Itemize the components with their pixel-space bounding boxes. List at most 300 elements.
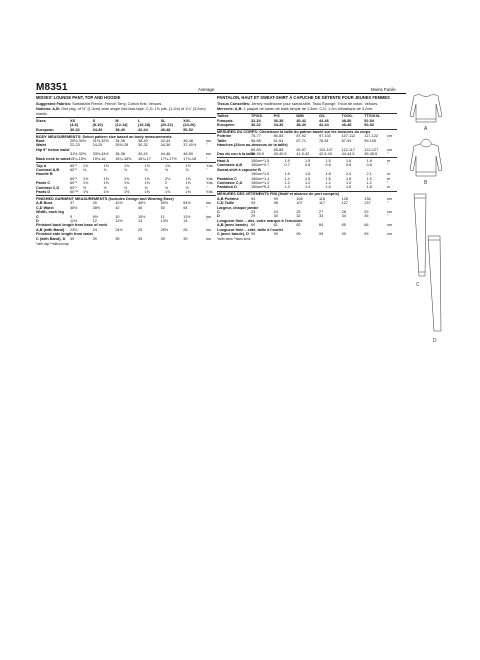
table-cell: " [206,205,208,210]
table-cell: 1⅝ [124,163,130,168]
table-cell: cm [387,147,393,152]
table-cell: 36-38 [115,152,126,157]
table-cell: Top A [36,163,47,168]
table-cell: m [387,176,391,181]
table-cell: 39 [92,236,97,241]
table-cell: " [387,180,389,185]
table-cell: 34-36 [115,139,126,143]
table-cell: 1.3 [264,185,270,190]
table-cell: 45-45.5 [364,152,378,157]
table-cell: 99 [318,231,324,236]
table-cell: 99 [251,231,256,236]
table-cell: m [387,172,391,177]
table-cell: 60 [251,223,256,228]
difficulty-label-fr: Moins Facile [371,87,396,92]
table-cell: ⅜ [124,167,128,172]
table-cell: 23½ [70,227,78,232]
table-cell: 37 [70,201,75,206]
table-cell: 1⅝ [144,189,150,194]
table-cell: 0.8 [305,163,311,168]
french-finished-title: MESURES DES VÊTEMENTS FINI (Motif et aisance de port compris) [217,191,397,197]
table-cell: 1.4 [264,176,270,181]
table-cell: ins [206,227,211,232]
table-cell: C,D Waist [36,205,54,210]
table-cell: C (with Band), D [36,236,66,241]
table-cell: 56-58 [251,138,261,143]
table-cell: cm [387,223,393,228]
table-cell: 1⅝ [83,181,89,186]
table-cell: Yds. [206,181,214,186]
table-cell: 2.1 [366,172,372,177]
table-cell: " [206,218,208,223]
table-cell: Longueur finie – dos, votre marque à l'encolure [217,218,303,223]
english-sizes-table [36,119,216,132]
table-cell: S [92,118,96,123]
english-body-table [36,139,216,161]
table-cell: 39 [115,236,120,241]
table-cell: 150cm* [251,163,264,168]
table-cell: 61 [273,223,278,228]
table-cell: 64 [318,223,324,228]
table-cell: XL [160,118,166,123]
table-cell: 60"* [70,176,78,181]
table-cell: Contraste A,B [217,163,243,168]
table-cell: 127 [341,201,348,206]
table-cell: 46-48 [183,139,193,143]
table-row [217,185,397,189]
table-cell: 1½ [124,189,130,194]
table-cell: 1.6 [346,158,352,163]
table-cell: ½ [83,185,87,190]
table-cell: D [217,214,220,219]
table-cell: 1⅝ [83,176,89,181]
table-cell: 9 [70,214,73,219]
table-cell: Yds. [206,176,214,181]
table-cell: 1.5 [325,158,331,163]
table-cell: 11½ [183,214,191,219]
table-cell: P/S [273,114,280,119]
table-cell: L [137,118,141,123]
table-cell: 38-40 [296,123,307,128]
table-cell: " [206,185,208,190]
english-yardage-table [36,164,216,195]
table-cell: 102-107 [318,147,333,152]
table-cell: 1⅝ [103,181,109,186]
table-cell: (24-26) [183,123,196,128]
table-cell: 87-92 [296,134,307,139]
table-cell: 1⅝ [144,181,150,186]
table-cell: 65 [341,223,346,228]
table-cell: 117-122 [364,134,378,139]
english-finished-table [36,201,216,241]
table-cell: cm [387,134,393,139]
table-cell: Width, each leg [36,210,64,215]
french-fabrics: Tissus Conseillés: Jersey molletonné pour sweat-shirt, Tissu Éponge, Tricot de coton, Velours. [217,101,379,106]
table-cell: 11½ [70,218,78,223]
table-cell: 42-44 [160,139,171,143]
table-cell: ⅜ [185,167,189,172]
view-a-label: A [424,126,428,132]
table-cell: 31½-32½ [70,152,87,157]
table-cell: 1⅝ [83,163,89,168]
table-cell: 39 [137,236,143,241]
table-cell: (16-18) [137,123,151,128]
table-cell: ins [206,236,211,241]
table-cell: 31½-32½ [92,139,109,143]
view-d-label: D [433,338,437,344]
table-cell: 24 [273,209,278,214]
table-cell: Longueur finie – côté, taille à l'ourlet [217,227,283,232]
table-cell: ins [206,152,211,157]
table-cell: cm [387,196,393,201]
table-cell: Sizes [36,118,46,123]
table-cell: Bust [36,139,45,143]
table-cell: 35 [364,214,369,219]
table-cell: 44-46 [160,152,171,157]
table-cell: ins [206,214,211,219]
table-cell: 16¼-16½ [115,156,132,161]
table-cell: 87-94 [341,138,352,143]
table-cell: TTG/XXL [364,114,381,119]
table-cell: 99 [364,231,369,236]
table-cell: 1⅝ [185,163,191,168]
french-sizes-table [217,114,397,127]
table-cell: 1.5 [284,158,290,163]
view-a-top-drawing [410,94,442,122]
table-cell: 2⅛ [165,176,171,181]
table-cell: 40-42 [296,118,307,123]
table-cell: Back neck to waist [36,156,70,161]
table-cell: A,B Bust [36,201,53,206]
table-cell: 29 [364,209,369,214]
table-cell: 98 [273,201,278,206]
table-cell: 34 [341,214,346,219]
table-cell: 27 [318,209,324,214]
table-cell: 1.8 [366,185,372,190]
difficulty-label-en: Average [198,87,215,92]
english-fabrics: Suggested Fabrics: Sweatshirt Fleece, French Terry, Cotton Knit, Velours. [36,101,163,106]
table-cell: 30-32 [251,123,261,128]
table-cell: 138 [364,196,371,201]
table-cell: 29 [251,214,256,219]
table-cell: 42-44 [137,127,148,132]
table-cell: TG/XL [341,114,353,119]
table-cell: 1⅝ [185,189,191,194]
table-cell: 22-23 [70,143,80,148]
table-cell: 42½ [115,201,123,206]
table-cell: 1⅝ [185,176,191,181]
table-cell: 44-44.5 [341,152,355,157]
table-cell: TP/XS [251,114,262,119]
table-cell: 99 [341,231,346,236]
table-cell: 94 [251,196,256,201]
table-cell: 1.6 [325,176,331,181]
table-cell: 48-50 [341,118,352,123]
table-cell: " [387,163,389,168]
table-cell: 1½ [83,189,89,194]
table-cell: 107 [296,201,303,206]
table-cell: 150cm* [251,180,264,185]
view-c-label: C [416,282,420,288]
table-cell: C [36,214,39,219]
table-cell: M [115,118,119,123]
table-cell: 1.4 [284,176,290,181]
french-yardage-table [217,159,397,190]
table-cell: 60"* [70,167,78,172]
table-cell: 60"* [70,185,78,190]
table-cell: " [387,152,389,157]
table-cell: 92-97 [296,147,307,152]
table-cell: 25 [296,209,301,214]
table-cell: 25 [137,227,143,232]
table-cell: 1.2 [264,180,270,185]
table-cell: 1⅝ [165,189,171,194]
french-body-title: MESURES DU CORPS: Choisissez la taille du patron basée sur les mesures du corps [217,129,397,135]
table-row [36,157,216,161]
table-cell: 17¾-18 [183,156,197,161]
table-cell: Yds. [206,189,214,194]
table-cell: 41.5-42 [296,152,310,157]
table-cell: 40-42 [137,152,148,157]
table-cell: C [217,209,220,214]
table-cell: m [387,158,391,163]
table-cell: 1⅝ [124,181,130,186]
table-cell: 150cm* [251,176,264,181]
table-cell: 60"* [70,163,78,168]
table-cell: 46-48 [341,123,352,128]
table-cell: 50-52 [364,123,374,128]
table-cell: 34-36 [92,127,103,132]
table-cell: 38-40 [115,127,126,132]
table-cell: " [206,143,208,148]
table-cell: cm [387,209,393,214]
table-cell: (8-10) [92,123,103,128]
table-cell: 1.2 [284,180,290,185]
table-cell: 1⅝ [165,163,171,168]
table-cell: Hip 9" below waist [36,147,70,152]
table-cell: 99-105 [364,138,377,143]
table-cell: 1.8 [366,158,372,163]
table-cell: 80-83 [251,147,261,152]
table-cell: A,B Poitrine [217,196,239,201]
table-cell: ½ [144,185,148,190]
table-cell: 1.6 [346,176,352,181]
table-cell: 39 [92,201,97,206]
table-cell: 108 [296,196,303,201]
table-cell: " [206,156,208,161]
table-cell: 150cm** [251,185,266,190]
table-cell: 39 [183,236,188,241]
table-cell: Européen [217,123,235,128]
table-cell: 10 [115,214,120,219]
table-cell: " [387,201,389,206]
table-cell: Pants C [36,181,51,186]
french-finished-table [217,197,397,237]
table-cell: Pantalon C [217,176,237,181]
table-cell: ⅜ [165,167,169,172]
table-cell: 39 [70,236,75,241]
table-cell: Haut A [217,158,230,163]
table-cell: 99 [273,196,278,201]
table-cell: (20-22) [160,123,173,128]
table-cell: 12 [92,218,97,223]
table-cell: 0.8 [325,163,331,168]
table-cell: 0.8 [366,163,372,168]
table-cell: 11 [160,214,165,219]
table-cell: 34-36 [160,143,171,148]
table-cell: ½ [124,185,128,190]
table-cell: 33 [318,214,324,219]
table-cell: 1.3 [284,185,290,190]
table-cell: C,D Taille [217,201,235,206]
table-cell: 1.2 [346,180,352,185]
table-cell: 1.5 [305,158,311,163]
french-column [217,96,397,242]
table-cell: 30 [273,214,278,219]
table-cell: 37-41½ [183,143,197,148]
table-cell: A,B (with Band) [36,227,65,232]
table-cell: (4-6) [70,123,79,128]
view-d-pant-drawing [428,236,441,331]
table-cell: 118 [318,196,326,201]
english-title: MISSES' LOUNGE PANT, TOP AND HOODIE [36,95,121,100]
table-cell: Contraste C,D [217,180,243,185]
table-cell: Finished back length from base of neck [36,223,108,228]
table-cell: 30-32 [70,127,80,132]
table-cell: 42 [115,205,120,210]
table-cell: 97-102 [318,134,331,139]
table-cell: 1⅝ [185,181,191,186]
table-cell: Tailles [217,114,229,119]
table-cell: 1.4 [305,185,311,190]
table-cell: 150cm* [251,158,264,163]
table-row [217,123,397,127]
table-cell: 99 [296,231,301,236]
table-cell: 1⅝ [144,176,150,181]
table-cell: 40-40.5 [273,152,287,157]
table-cell: 46½ [137,201,146,206]
table-cell: 25½ [160,227,169,232]
table-cell: Yds. [206,163,214,168]
table-cell: 60"** [70,189,79,194]
french-footnote: *avec sens **sans sens [217,237,251,242]
table-cell: 1.2 [305,180,311,185]
table-cell: 1.8 [325,172,331,177]
table-cell: 38-40 [137,139,148,143]
table-cell: ½ [185,185,189,190]
table-cell: 1⅝ [144,163,150,168]
table-cell: 32 [296,214,301,219]
table-cell: 128 [341,196,348,201]
table-cell: ½ [103,185,107,190]
english-notions: Notions: A,B: One pkg. of ½" (1.3cm) wide single fold bias tape. C,D: 1⅝ yds. (1.2m) of 1¼" (3.2cm) elastic. [36,107,206,116]
table-cell: 0.7 [284,163,290,168]
table-cell: 12½ [115,218,123,223]
french-title: PANTALON, HAUT ET SWEAT-SHIRT À CAPUCHE DE DÉTENTE POUR JEUNES FEMMES [217,95,390,100]
view-c-pant-drawing [414,194,426,276]
table-cell: " [206,167,208,172]
table-cell: 15¼-15½ [70,156,87,161]
table-row [36,190,216,194]
table-cell: m [387,185,391,190]
table-cell: (12-14) [115,123,128,128]
divider [217,157,397,158]
table-cell [206,128,216,132]
table-cell: M/M [296,114,304,119]
table-cell: Waist [36,143,46,148]
table-cell: European [36,127,54,132]
table-cell: 24 [92,227,97,232]
table-cell: 1.5 [264,158,270,163]
table-cell: 2 [165,181,168,186]
table-cell: 24½ [115,227,123,232]
table-cell: Largeur, chaque jambe [217,205,259,210]
table-cell: 24-25 [92,143,103,148]
table-cell: 10½ [137,214,146,219]
table-cell: 1⅝ [103,176,109,181]
table-cell: 2.0 [346,172,352,177]
table-cell: 1⅝ [124,176,130,181]
table-cell: Hanches (23cm au-dessous de la taille) [217,143,288,148]
table-row [217,152,397,156]
table-cell: 85-88 [273,147,284,152]
table-cell: ins [206,139,211,143]
table-cell: D [36,218,39,223]
table-cell: 1⅝ [103,163,109,168]
table-cell: 0.7 [264,163,270,168]
table-row [36,128,216,132]
divider [36,162,216,163]
table-cell: 150cm* [251,172,264,177]
table-cell: 26 [183,227,188,232]
table-cell: 39 [160,236,165,241]
table-cell: 44-46 [318,118,329,123]
table-cell: 26½-28 [115,143,129,148]
pattern-number: M8351 [36,82,68,93]
table-cell: ½ [165,185,169,190]
table-cell: cm [387,231,393,236]
table-row [217,232,397,236]
english-body-title: BODY MEASUREMENTS: Select pattern size based on body measurements [36,133,216,139]
table-cell: 30-32 [137,143,148,148]
table-cell: Français [217,118,233,123]
divider [36,117,216,118]
table-cell: 14 [183,218,188,223]
table-cell: 61-64 [273,138,284,143]
table-cell: Hoodie B [36,172,53,177]
table-row [36,237,216,241]
table-cell: ⅜ [103,167,107,172]
table-cell: 1.6 [325,185,331,190]
table-cell: 48-50 [183,152,193,157]
table-cell: G/L [318,114,326,119]
table-cell: Contrast A,B [36,167,60,172]
table-cell: Pantalon D [217,185,237,190]
table-cell: 99 [273,231,278,236]
table-cell: 52-54 [364,118,374,123]
table-cell: 122-127 [364,147,379,152]
table-cell: 39-39.5 [251,152,264,157]
table-cell: 1.6 [305,172,311,177]
table-cell: 0.8 [346,163,352,168]
table-cell: 15¾-16 [92,156,106,161]
table-cell: 1.9 [366,176,372,181]
table-cell: A,B (avec bande) [217,223,248,228]
table-cell: 32-34 [251,118,261,123]
table-cell: Dos du cou à la taille [217,152,255,157]
garment-illustrations [406,86,446,356]
header-rule [36,93,406,94]
